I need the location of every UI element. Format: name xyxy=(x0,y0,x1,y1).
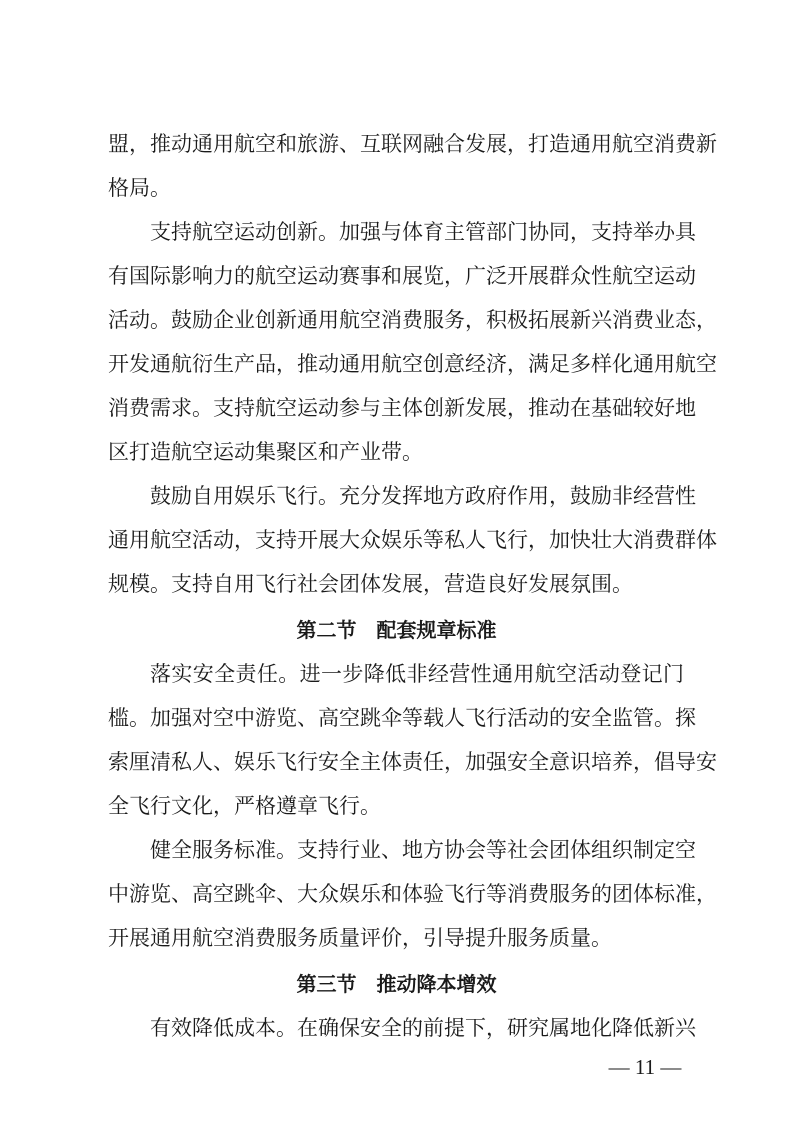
line-text: 有国际影响力的航空运动赛事和展览，广泛开展群众性航空运动 xyxy=(108,264,696,288)
text-line xyxy=(0,920,793,956)
line-text: 支持航空运动创新。加强与体育主管部门协同，支持举办具 xyxy=(150,220,696,244)
line-text: 落实安全责任。进一步降低非经营性通用航空活动登记门 xyxy=(150,662,684,686)
text-line xyxy=(0,302,793,338)
text-line xyxy=(0,170,793,206)
line-text: 全飞行文化，严格遵章飞行。 xyxy=(108,794,381,818)
text-line xyxy=(0,832,793,868)
line-text: 通用航空活动，支持开展大众娱乐等私人飞行，加快壮大消费群体 xyxy=(108,528,717,552)
text-line xyxy=(0,656,793,692)
line-text: 有效降低成本。在确保安全的前提下，研究属地化降低新兴 xyxy=(150,1016,696,1040)
text-line xyxy=(0,258,793,294)
line-text: 中游览、高空跳伞、大众娱乐和体验飞行等消费服务的团体标准， xyxy=(108,882,717,906)
text-line xyxy=(0,434,793,470)
section-heading: 第三节 推动降本增效 xyxy=(296,972,497,996)
section-heading: 第二节 配套规章标准 xyxy=(296,618,497,642)
line-text: 区打造航空运动集聚区和产业带。 xyxy=(108,440,423,464)
line-text: 健全服务标准。支持行业、地方协会等社会团体组织制定空 xyxy=(150,838,696,862)
line-text: 鼓励自用娱乐飞行。充分发挥地方政府作用，鼓励非经营性 xyxy=(150,484,696,508)
line-text: 开展通用航空消费服务质量评价，引导提升服务质量。 xyxy=(108,926,612,950)
text-line xyxy=(0,478,793,514)
text-line xyxy=(0,346,793,382)
text-line xyxy=(0,214,793,250)
text-line xyxy=(0,566,793,602)
line-text: 规模。支持自用飞行社会团体发展，营造良好发展氛围。 xyxy=(108,572,633,596)
text-line xyxy=(0,1010,793,1046)
line-text: 索厘清私人、娱乐飞行安全主体责任，加强安全意识培养，倡导安 xyxy=(108,750,717,774)
text-line xyxy=(0,126,793,162)
line-text: 格局。 xyxy=(108,176,171,200)
page-number: — 11 — xyxy=(608,1055,682,1079)
line-text: 槛。加强对空中游览、高空跳伞等载人飞行活动的安全监管。探 xyxy=(108,706,696,730)
text-line xyxy=(0,390,793,426)
line-text: 盟，推动通用航空和旅游、互联网融合发展，打造通用航空消费新 xyxy=(108,132,717,156)
text-line xyxy=(0,522,793,558)
line-text: 消费需求。支持航空运动参与主体创新发展，推动在基础较好地 xyxy=(108,396,696,420)
text-line xyxy=(0,788,793,824)
text-line xyxy=(0,876,793,912)
text-line xyxy=(0,700,793,736)
line-text: 活动。鼓励企业创新通用航空消费服务，积极拓展新兴消费业态， xyxy=(108,308,717,332)
line-text: 开发通航衍生产品，推动通用航空创意经济，满足多样化通用航空 xyxy=(108,352,717,376)
text-line xyxy=(0,744,793,780)
